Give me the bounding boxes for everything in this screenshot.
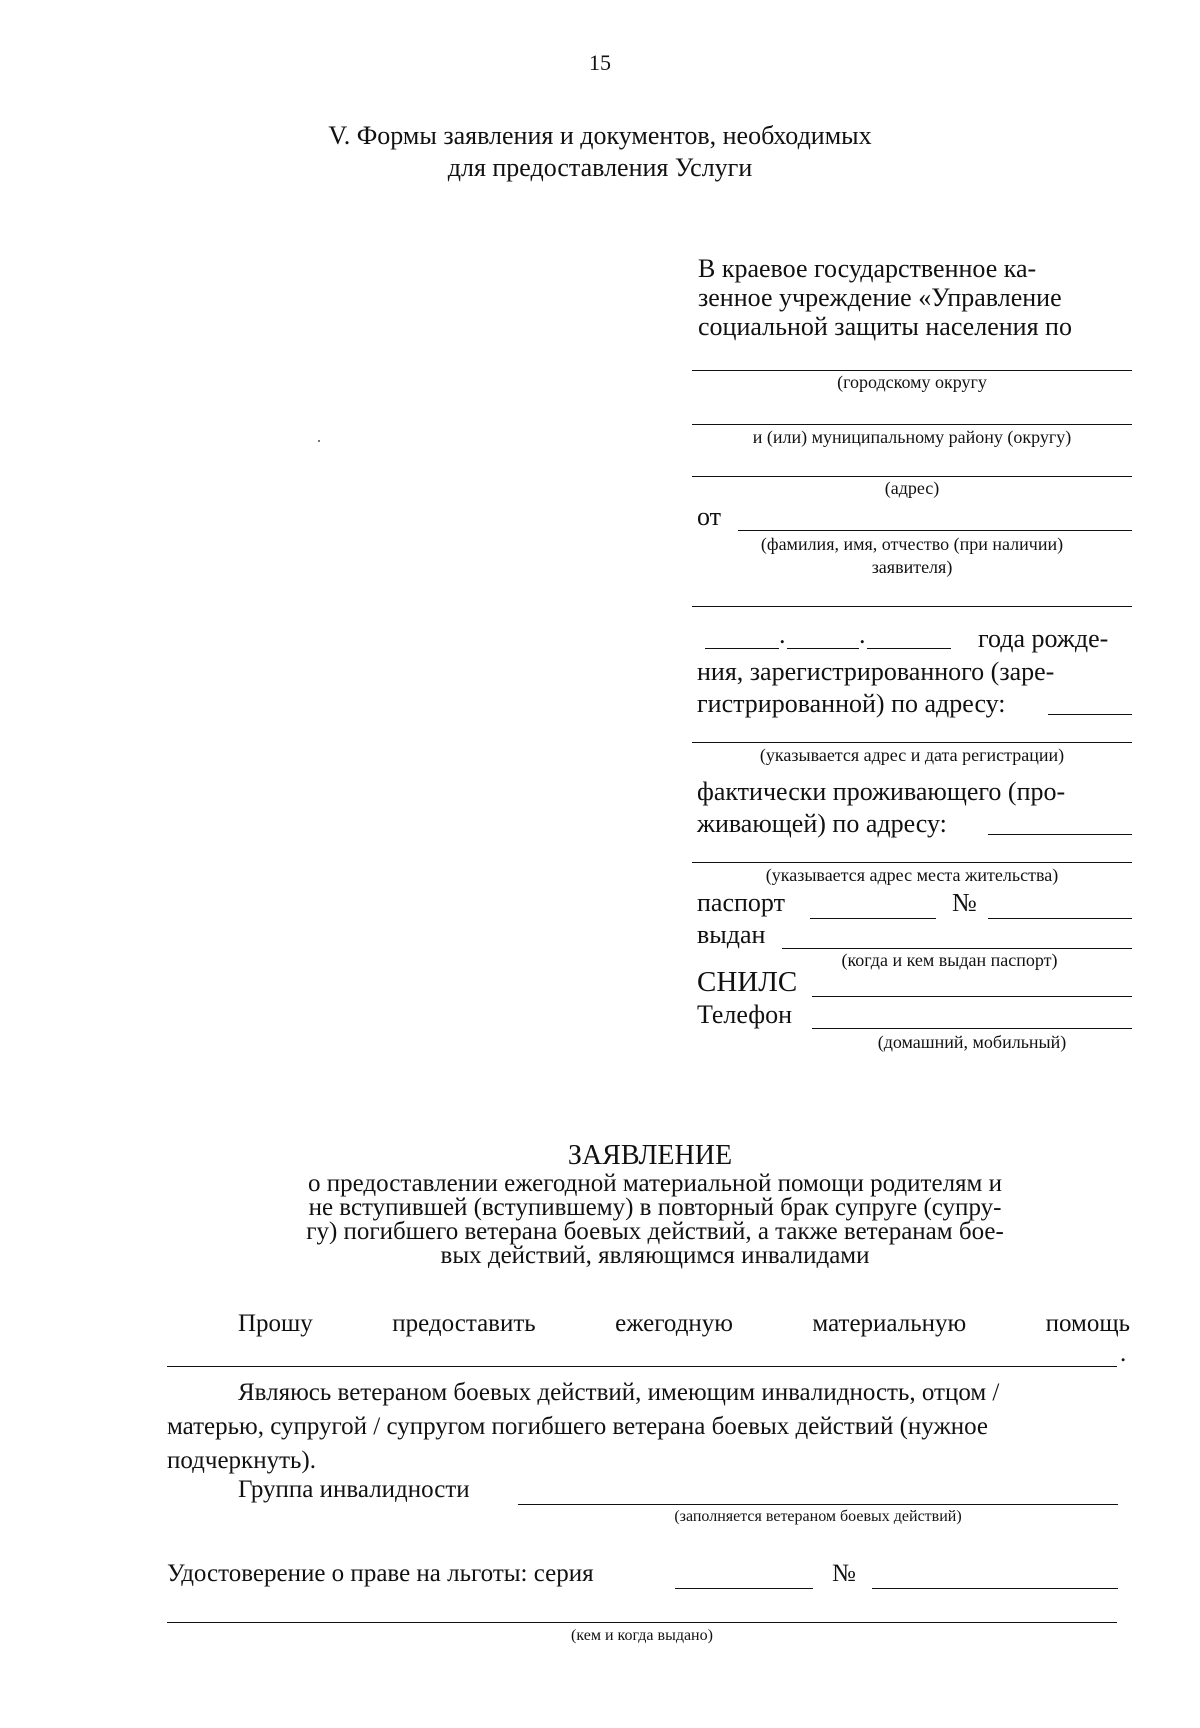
phone-caption: (домашний, мобильный) (877, 1032, 1067, 1052)
page-number: 15 (589, 50, 611, 75)
actual-address-field-line-2[interactable] (692, 862, 1132, 863)
registration-line3: гистрированной) по адресу: (697, 689, 1006, 718)
applicant-name-field-line[interactable] (738, 530, 1132, 531)
addressee-line2: зенное учреждение «Управление (698, 283, 1062, 312)
section-title (230, 120, 970, 184)
city-caption: (городскому округу (837, 372, 987, 392)
statement-title: ЗАЯВЛЕНИЕ (567, 1140, 733, 1171)
district-caption: и (или) муниципальному району (округу) (752, 427, 1072, 447)
registration-field-line-2[interactable] (692, 742, 1132, 743)
applicant-extra-field-line[interactable] (692, 606, 1132, 607)
request-line: Прошу предоставить ежегодную материальную помощь (238, 1310, 1130, 1337)
request-end-dot: . (1120, 1340, 1127, 1367)
birth-suffix: года рожде- (978, 624, 1109, 653)
passport-label: паспорт (697, 888, 785, 917)
scan-speck (318, 440, 320, 442)
passport-number-sign: № (952, 888, 977, 917)
issued-label: выдан (697, 920, 766, 949)
request-field-line[interactable] (167, 1366, 1117, 1367)
snils-label: СНИЛС (697, 966, 798, 998)
address-caption: (адрес) (884, 478, 940, 498)
phone-label: Телефон (697, 1000, 793, 1029)
disability-label: Группа инвалидности (238, 1476, 470, 1503)
certificate-issued-caption: (кем и когда выдано) (571, 1627, 713, 1644)
from-label: от (697, 502, 722, 531)
certificate-label: Удостоверение о праве на льготы: серия (167, 1560, 594, 1587)
certificate-number-sign: № (832, 1560, 856, 1587)
statement-subtitle: о предоставлении ежегодной материальной помощи родителям и не вступившей (вступившему) в повторный брак супруге (супру- гу) погибшего ветерана боевых действий, а также ветеранам бое- вых действий, являющимся инвалидами (306, 1170, 1004, 1269)
actual-address-caption: (указывается адрес места жительства) (765, 865, 1059, 885)
disability-caption: (заполняется ветераном боевых действий) (674, 1508, 962, 1525)
district-field-line[interactable] (692, 424, 1132, 425)
birth-day-field-line[interactable] (705, 648, 779, 649)
issued-caption: (когда и кем выдан паспорт) (841, 950, 1058, 970)
address-field-line[interactable] (692, 476, 1132, 477)
snils-field-line[interactable] (812, 996, 1132, 997)
disability-field-line[interactable] (518, 1504, 1118, 1505)
addressee-line1: В краевое государственное ка- (698, 254, 1037, 283)
birth-year-field-line[interactable] (867, 648, 951, 649)
certificate-number-field-line[interactable] (872, 1588, 1118, 1589)
actual-address-text (697, 776, 1132, 840)
addressee-block (698, 254, 1133, 341)
issued-field-line[interactable] (782, 948, 1132, 949)
registration-text (697, 656, 1132, 720)
birth-date-dot-1: . (779, 620, 786, 649)
addressee-line3: социальной защиты населения по (698, 312, 1072, 341)
passport-number-field-line[interactable] (988, 918, 1132, 919)
registration-field-line-1[interactable] (1048, 714, 1132, 715)
actual-line1: фактически проживающего (про- (697, 777, 1066, 806)
birth-date-dot-2: . (859, 620, 866, 649)
phone-field-line[interactable] (812, 1028, 1132, 1029)
actual-line2: живающей) по адресу: (697, 809, 947, 838)
city-field-line[interactable] (692, 370, 1132, 371)
section-title-line1: V. Формы заявления и документов, необходимых (328, 121, 872, 150)
registration-caption: (указывается адрес и дата регистрации) (759, 745, 1065, 765)
certificate-issued-field-line[interactable] (167, 1622, 1117, 1623)
certificate-series-field-line[interactable] (675, 1588, 813, 1589)
applicant-name-caption: (фамилия, имя, отчество (при наличии) заявителя) (760, 534, 1064, 577)
section-title-line2: для предоставления Услуги (447, 153, 753, 182)
status-paragraph: Являюсь ветераном боевых действий, имеющим инвалидность, отцом / матерью, супругой / супругом погибшего ветерана боевых действий (нужное подчеркнуть). (167, 1379, 1000, 1474)
registration-line2: ния, зарегистрированного (заре- (697, 657, 1055, 686)
passport-series-field-line[interactable] (810, 918, 936, 919)
actual-address-field-line-1[interactable] (988, 834, 1132, 835)
birth-month-field-line[interactable] (787, 648, 859, 649)
